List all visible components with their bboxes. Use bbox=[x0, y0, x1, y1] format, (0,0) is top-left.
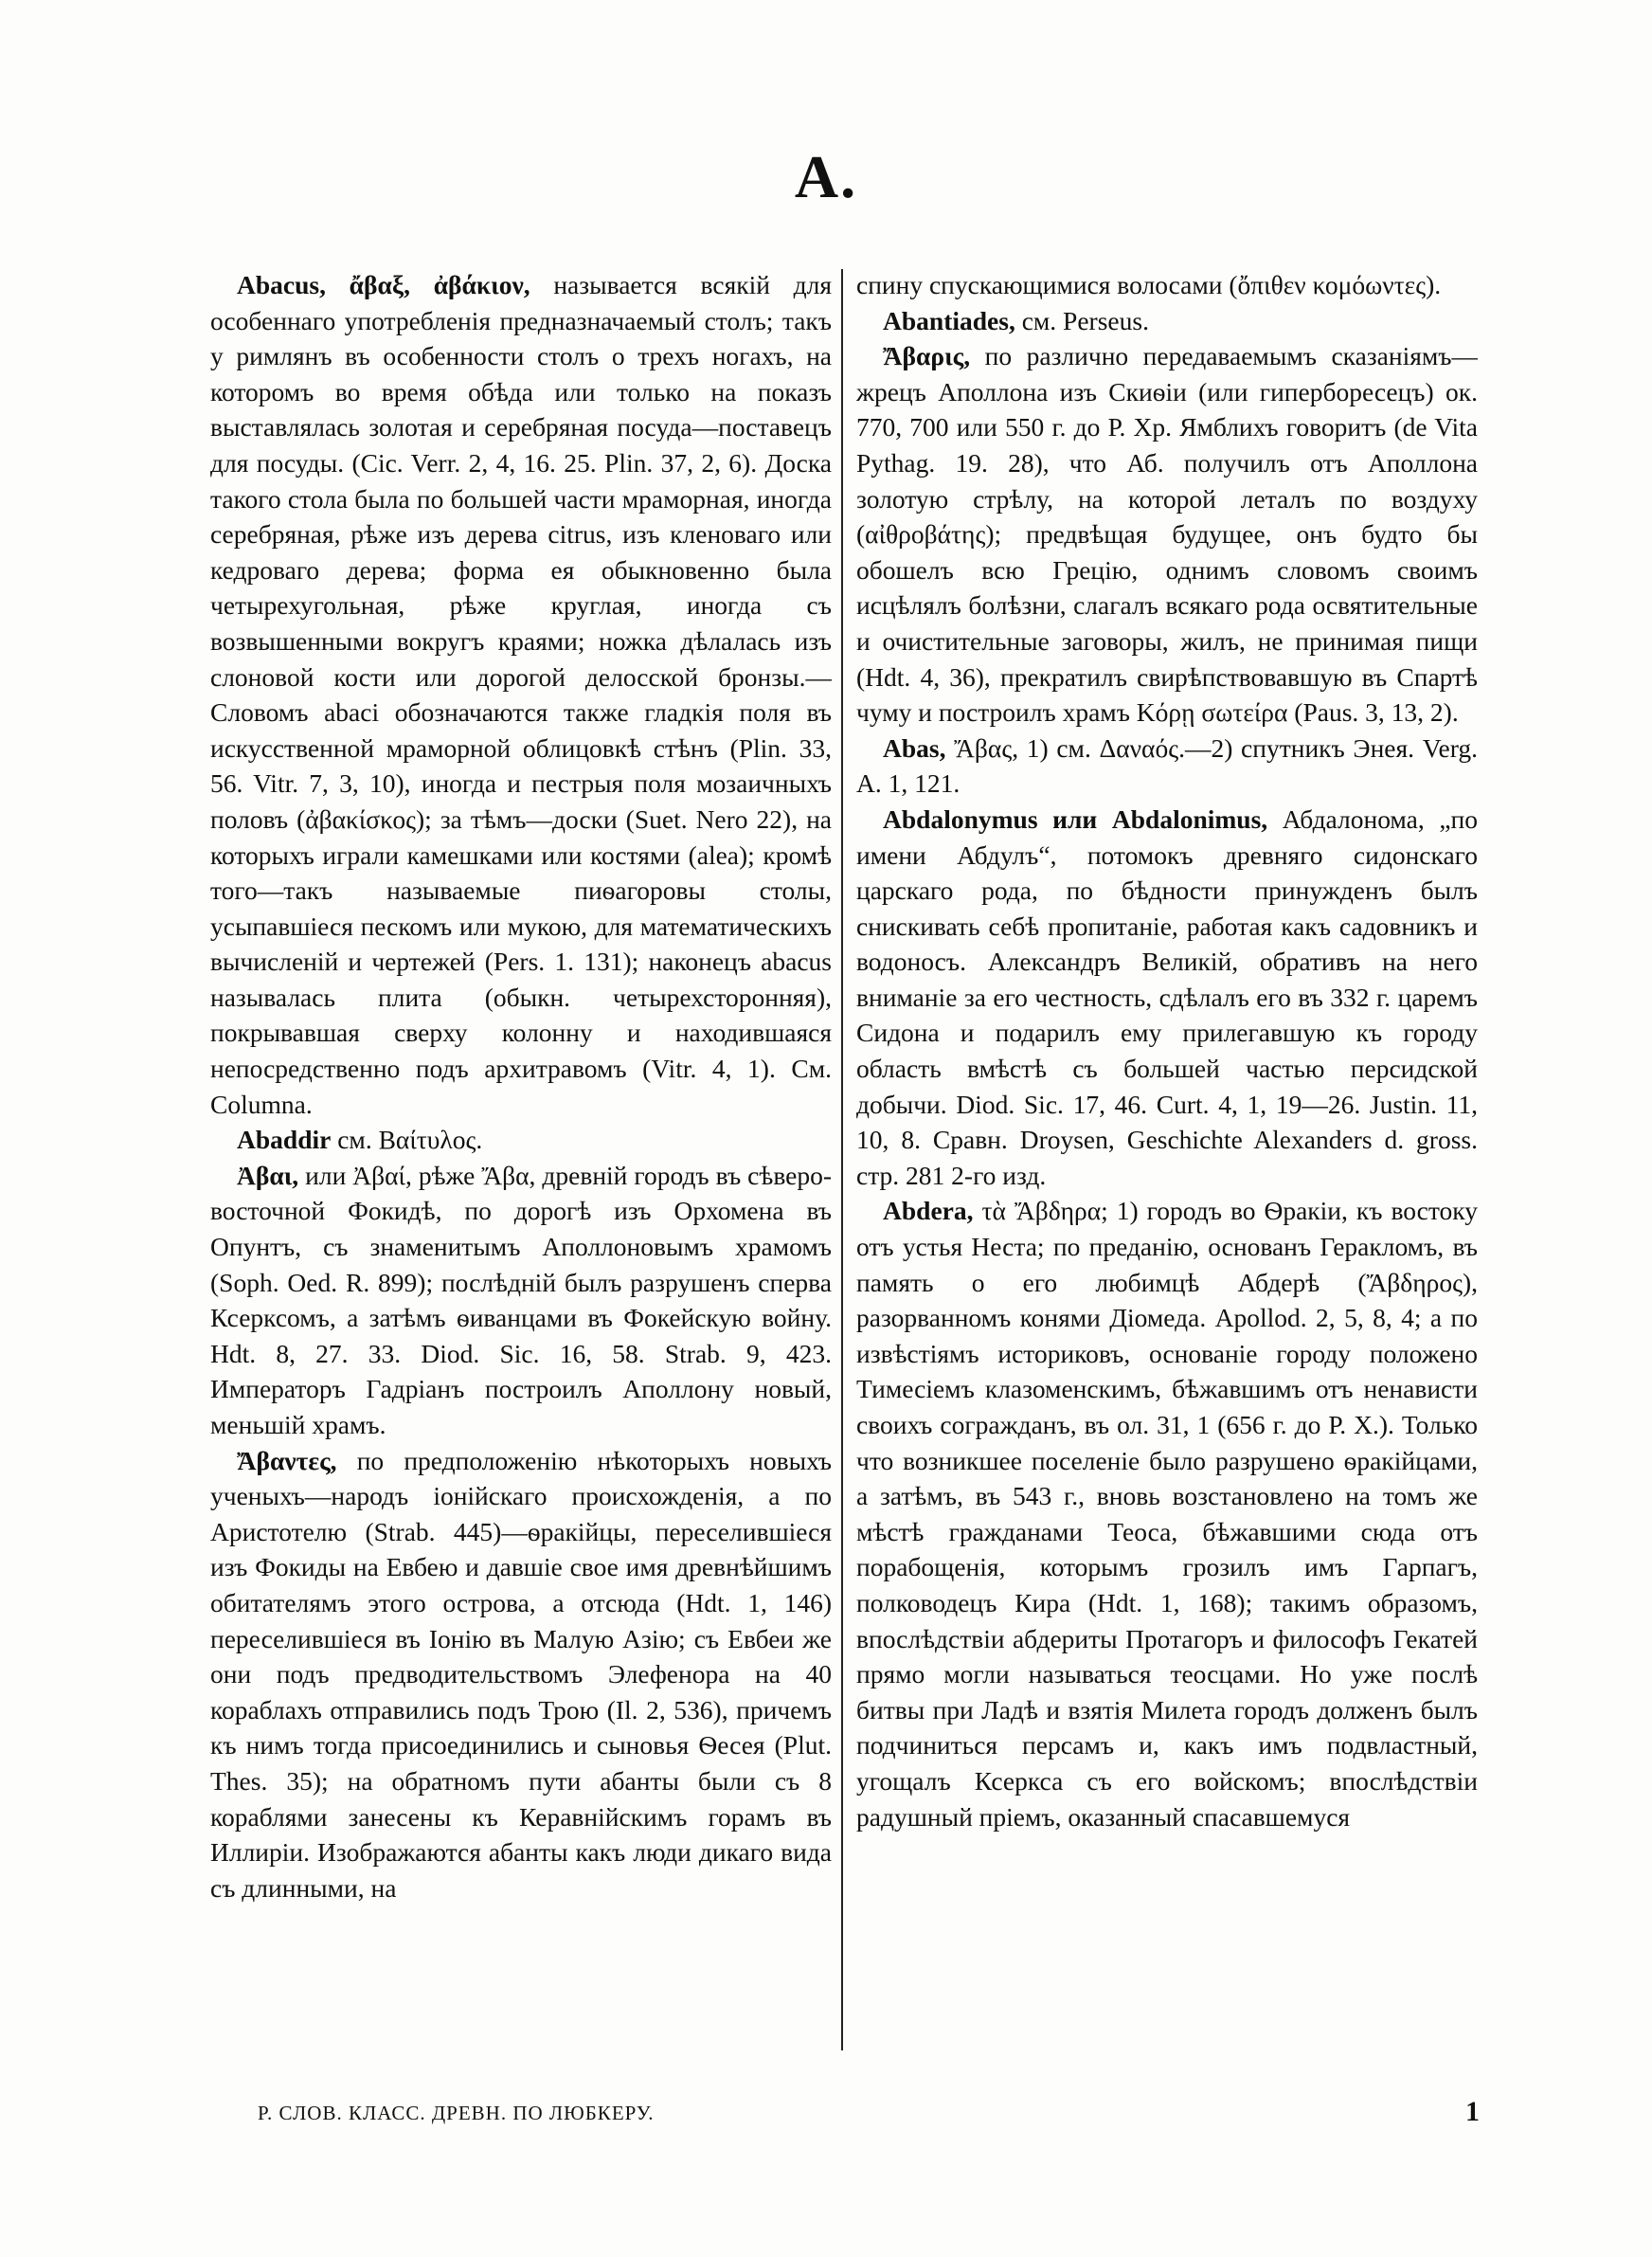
entry-text: по предположенію нѣкоторыхъ новыхъ ученыхъ—народъ іонійскаго происхожденія, а по Аристотелю (Strab. 445)—ѳракійцы, переселившіеся изъ Фокиды на Евбею и давшіе свое имя древнѣйшимъ обитателямъ этого острова, а отсюда (Hdt. 1, 146) переселившіеся въ Іонію въ Малую Азію; съ Евбеи же они подъ предводительствомъ Элефенора на 40 кораблахъ отправились подъ Трою (Il. 2, 536), причемъ къ нимъ тогда присоединились и сыновья Ѳесея (Plut. Thes. 35); на обратномъ пути абанты были съ 8 кораблями занесены къ Керавнійскимъ горамъ въ Иллиріи. Изображаются абанты какъ люди дикаго вида съ длинными, на bbox=[210, 1445, 832, 1903]
page-number: 1 bbox=[1465, 2096, 1480, 2127]
entry-text: см. Perseus. bbox=[1021, 305, 1149, 335]
entry-headword: Abaddir bbox=[237, 1125, 332, 1155]
entry-abaris bbox=[856, 338, 1478, 731]
entry-abacus bbox=[210, 267, 832, 1122]
signature-line: Р. СЛОВ. КЛАСС. ДРЕВН. ПО ЛЮБКЕРУ. bbox=[258, 2102, 655, 2124]
entry-abaddir bbox=[210, 1122, 832, 1158]
section-letter-heading: А. bbox=[794, 143, 858, 210]
entry-text: спину спускающимися волосами (ὄπιθεν κομόωντες). bbox=[856, 270, 1442, 299]
entry-text: см. Βαίτυλος. bbox=[337, 1125, 483, 1155]
entry-abas bbox=[856, 731, 1478, 802]
entry-headword: Abdalonymus или Abdalonimus, bbox=[883, 803, 1268, 834]
entry-headword: Ἄβαντες, bbox=[237, 1445, 337, 1475]
entry-text: или Ἀβαί, рѣже Ἄβα, древній городъ въ сѣверо-восточной Фокидѣ, по дорогѣ изъ Орхомена въ Опунтъ, съ знаменитымъ Аполлоновымъ храмомъ (Soph. Oed. R. 899); послѣдній былъ разрушенъ сперва Ксерксомъ, а затѣмъ ѳиванцами въ Фокейскую войну. Hdt. 8, 27. 33. Diod. Sic. 16, 58. Strab. 9, 423. Императоръ Гадріанъ построилъ Аполлону новый, меньшій храмъ. bbox=[210, 1160, 832, 1439]
entry-headword: Abacus, ἄβαξ, ἀβάκιον, bbox=[237, 270, 530, 299]
entry-text: Абдалонома, „по имени Абдулъ“, потомокъ древняго сидонскаго царскаго рода, по бѣдности принужденъ былъ снискивать себѣ пропитаніе, работая какъ садовникъ и водоносъ. Александръ Великій, обративъ на него вниманіе за его честность, сдѣлалъ его въ 332 г. царемъ Сидона и подарилъ ему прилегавшую къ городу область вмѣстѣ съ большей частью персидской добычи. Diod. Sic. 17, 46. Curt. 4, 1, 19—26. Justin. 11, 10, 8. Сравн. Droysen, Geschichte Alexanders d. gross. стр. 281 2-го изд. bbox=[856, 803, 1478, 1190]
entry-headword: Abantiades, bbox=[883, 305, 1015, 335]
entry-continuation bbox=[856, 267, 1478, 303]
entry-text: Ἄβας, 1) см. Δαναός.—2) спутникъ Энея. Verg. A. 1, 121. bbox=[856, 732, 1478, 799]
entry-text: по различно передаваемымъ сказаніямъ—жрецъ Аполлона изъ Скиѳіи (или гиперборесецъ) ок. 770, 700 или 550 г. до Р. Хр. Ямблихъ говоритъ (de Vita Pythag. 19. 28), что Аб. получилъ отъ Аполлона золотую стрѣлу, на которой леталъ по воздуху (αἰθροβάτης); предвѣщая будущее, онъ будто бы обошелъ всю Грецію, однимъ словомъ своимъ исцѣлялъ болѣзни, слагалъ всякаго рода освятительные и очистительные заговоры, жилъ, не принимая пищи (Hdt. 4, 36), прекратилъ свирѣпствовавшую въ Спартѣ чуму и построилъ храмъ Κόρῃ σωτείρα (Paus. 3, 13, 2). bbox=[856, 341, 1478, 728]
entry-abdera bbox=[856, 1193, 1478, 1834]
left-column bbox=[210, 267, 832, 2067]
entry-abantiades bbox=[856, 303, 1478, 339]
entry-text: τὰ Ἄβδηρα; 1) городъ во Ѳракіи, къ востоку отъ устья Неста; по преданію, основанъ Геракломъ, въ память о его любимцѣ Абдерѣ (Ἄβδηρος), разорванномъ конями Діомеда. Apollod. 2, 5, 8, 4; а по извѣстіямъ историковъ, основаніе городу положено Тимесіемъ клазоменскимъ, бѣжавшимъ отъ ненависти своихъ согражданъ, въ ол. 31, 1 (656 г. до Р. Х.). Только что возникшее поселеніе было разрушено ѳракійцами, а затѣмъ, въ 543 г., вновь возстановлено на томъ же мѣстѣ гражданами Теоса, бѣжавшими сюда отъ порабощенія, которымъ грозилъ имъ Гарпагъ, полководецъ Кира (Hdt. 1, 168); такимъ образомъ, впослѣдствіи абдериты Протагоръ и философъ Гекатей прямо могли называться теосцами. Но уже послѣ битвы при Ладѣ и взятія Милета городъ долженъ былъ подчиниться персамъ и, какъ имъ подвластный, угощалъ Ксеркса съ его войскомъ; впослѣдствіи радушный пріемъ, оказанный спасавшемуся bbox=[856, 1196, 1478, 1832]
entry-headword: Abdera, bbox=[883, 1196, 974, 1226]
entry-abantes bbox=[210, 1443, 832, 1906]
entry-text: называется всякій для особеннаго употребленія предназначаемый столъ; такъ у римлянъ въ особенности столъ о трехъ ногахъ, на которомъ во время обѣда или только на показъ выставлялась золотая и серебряная посуда—поставецъ для посуды. (Cic. Verr. 2, 4, 16. 25. Plin. 37, 2, 6). Доска такого стола была по большей части мраморная, иногда серебряная, рѣже изъ дерева citrus, изъ кленоваго или кедроваго дерева; форма ея обыкновенно была четырехугольная, рѣже круглая, иногда съ возвышенными вокругъ краями; ножка дѣлалась изъ слоновой кости или дорогой делосской бронзы.—Словомъ abaci обозначаются также гладкія поля въ искусственной мраморной облицовкѣ стѣнъ (Plin. 33, 56. Vitr. 7, 3, 10), иногда и пестрыя поля мозаичныхъ половъ (ἀβακίσκος); за тѣмъ—доски (Suet. Nero 22), на которыхъ играли камешками или костями (alea); кромѣ того—такъ называемые пиѳагоровы столы, усыпавшіеся пескомъ или мукою, для математическихъ вычисленій и чертежей (Pers. 1. 131); наконецъ abacus называлась плита (обыкн. четырехсторонняя), покрывавшая сверху колонну и находившаяся непосредственно подъ архитравомъ (Vitr. 4, 1). См. Columna. bbox=[210, 270, 832, 1119]
right-column bbox=[856, 267, 1478, 2067]
entry-abdalonymus bbox=[856, 802, 1478, 1194]
entry-abai bbox=[210, 1158, 832, 1443]
column-divider bbox=[841, 269, 843, 2050]
entry-headword: Ἄβαρις, bbox=[883, 341, 971, 371]
entry-headword: Ἀβαι, bbox=[237, 1160, 299, 1190]
entry-headword: Abas, bbox=[883, 732, 946, 763]
